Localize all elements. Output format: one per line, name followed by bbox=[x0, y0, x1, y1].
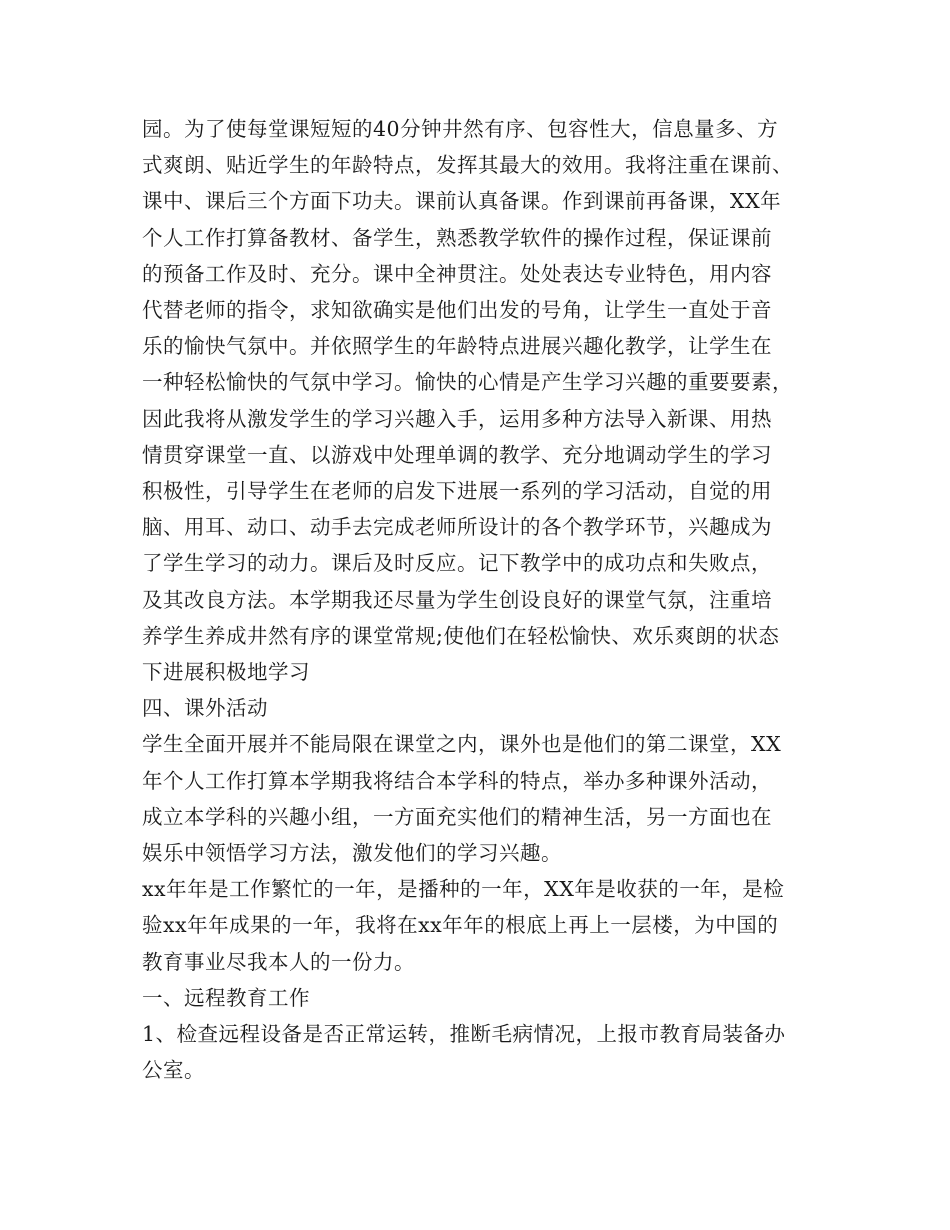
text-line: 个人工作打算备教材、备学生，熟悉教学软件的操作过程，保证课前 bbox=[142, 225, 772, 250]
text-line: 情贯穿课堂一直、以游戏中处理单调的教学、充分地调动学生的学习 bbox=[142, 442, 772, 467]
text-line: 1、检查远程设备是否正常运转，推断毛病情况，上报市教育局装备办 bbox=[142, 1022, 786, 1047]
text-line: 脑、用耳、动口、动手去完成老师所设计的各个教学环节，兴趣成为 bbox=[142, 515, 772, 540]
text-line: 下进展积极地学习 bbox=[142, 660, 310, 685]
text-line: 一种轻松愉快的气氛中学习。愉快的心情是产生学习兴趣的重要要素， bbox=[142, 370, 793, 395]
text-line: 代替老师的指令，求知欲确实是他们出发的号角，让学生一直处于音 bbox=[142, 298, 772, 323]
text-line: 及其改良方法。本学期我还尽量为学生创设良好的课堂气氛，注重培 bbox=[142, 587, 772, 612]
text-line: 了学生学习的动力。课后及时反应。记下教学中的成功点和失败点， bbox=[142, 551, 772, 576]
section-heading: 四、课外活动 bbox=[142, 696, 268, 721]
document-body bbox=[142, 111, 832, 1088]
text-line: 乐的愉快气氛中。并依照学生的年龄特点进展兴趣化教学，让学生在 bbox=[142, 334, 772, 359]
text-line: 公室。 bbox=[142, 1058, 205, 1083]
text-line: 验xx年年成果的一年，我将在xx年年的根底上再上一层楼，为中国的 bbox=[142, 913, 779, 938]
text-line: 的预备工作及时、充分。课中全神贯注。处处表达专业特色，用内容 bbox=[142, 261, 772, 286]
text-line: 娱乐中领悟学习方法，激发他们的学习兴趣。 bbox=[142, 841, 562, 866]
text-line: xx年年是工作繁忙的一年，是播种的一年，XX年是收获的一年，是检 bbox=[142, 877, 785, 902]
text-line: 成立本学科的兴趣小组，一方面充实他们的精神生活，另一方面也在 bbox=[142, 804, 772, 829]
text-line: 养学生养成井然有序的课堂常规;使他们在轻松愉快、欢乐爽朗的状态 bbox=[142, 623, 780, 648]
text-line: 学生全面开展并不能局限在课堂之内，课外也是他们的第二课堂，XX bbox=[142, 732, 782, 757]
text-line: 式爽朗、贴近学生的年龄特点，发挥其最大的效用。我将注重在课前、 bbox=[142, 153, 793, 178]
text-line: 年个人工作打算本学期我将结合本学科的特点，举办多种课外活动， bbox=[142, 768, 772, 793]
text-line: 教育事业尽我本人的一份力。 bbox=[142, 949, 415, 974]
text-line: 积极性，引导学生在老师的启发下进展一系列的学习活动，自觉的用 bbox=[142, 479, 772, 504]
text-line: 课中、课后三个方面下功夫。课前认真备课。作到课前再备课，XX年 bbox=[142, 189, 782, 214]
text-line: 因此我将从激发学生的学习兴趣入手，运用多种方法导入新课、用热 bbox=[142, 406, 772, 431]
section-heading: 一、远程教育工作 bbox=[142, 985, 310, 1010]
text-line: 园。为了使每堂课短短的40分钟井然有序、包容性大，信息量多、方 bbox=[142, 117, 779, 141]
